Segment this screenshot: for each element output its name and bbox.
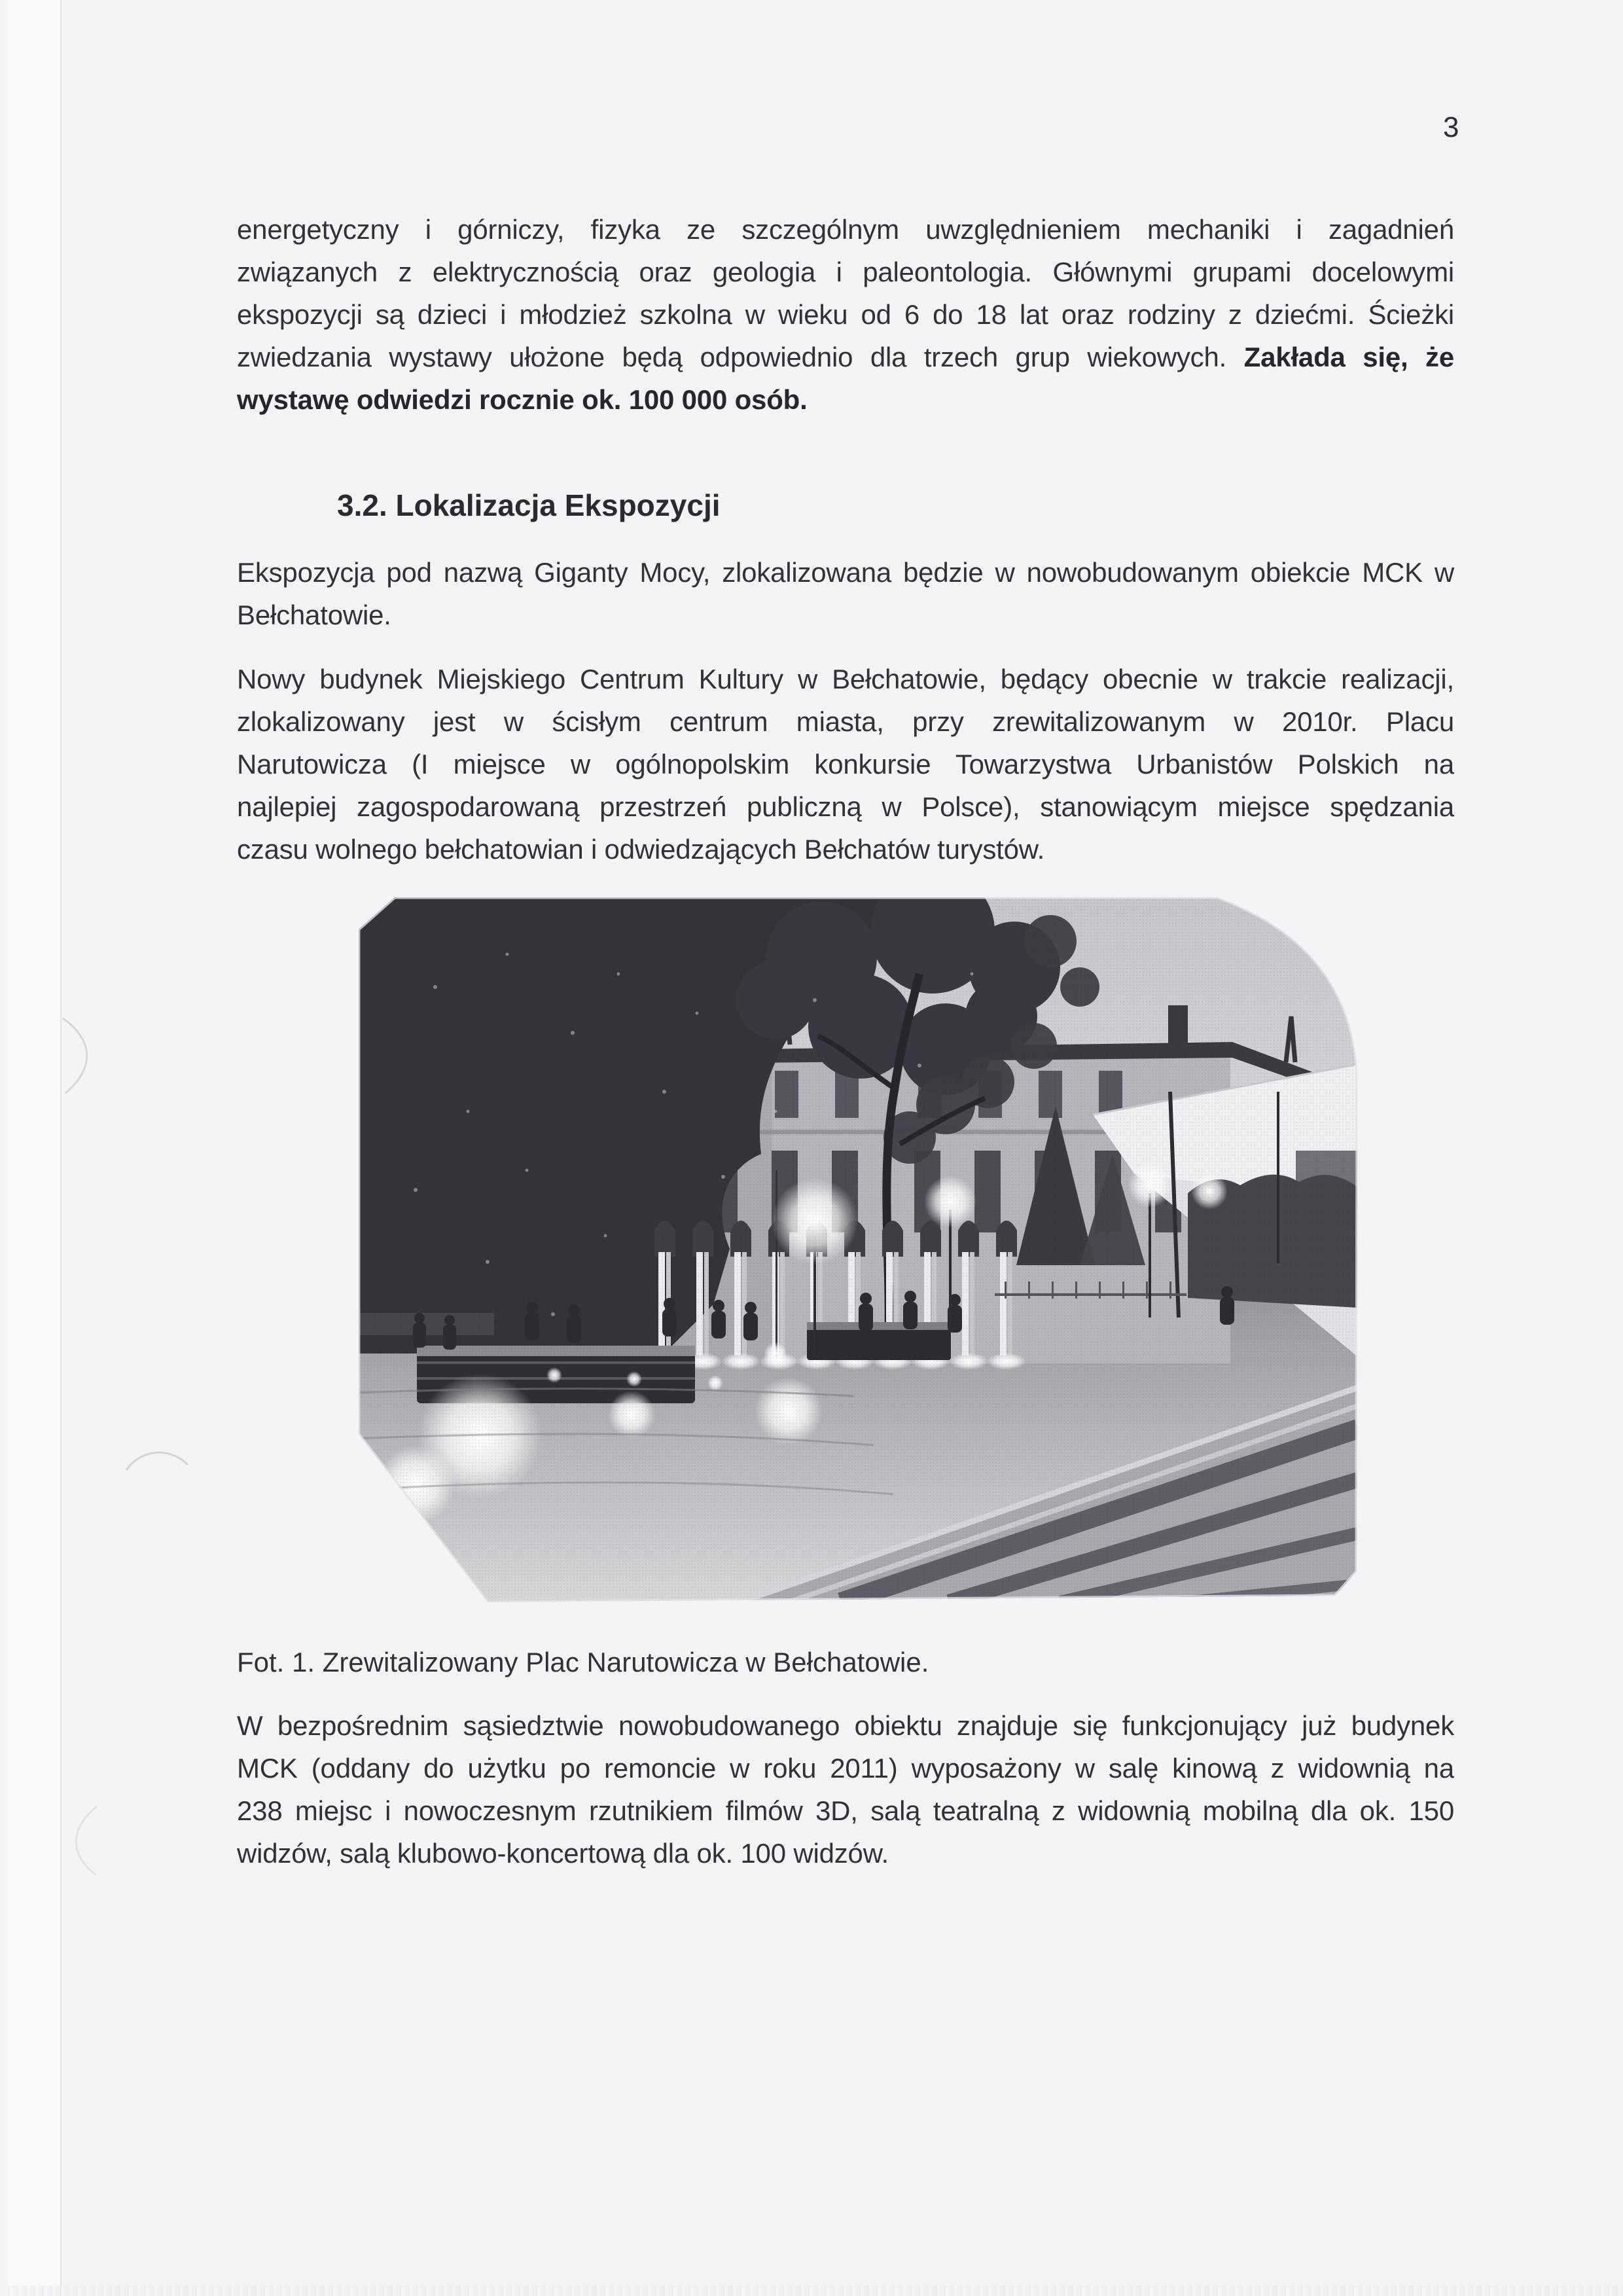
text-line: Ekspozycja pod nazwą Giganty Mocy, zlokalizowana będzie w nowobudowanym obiekcie MCK w — [237, 557, 1454, 588]
text-line: związanych z elektrycznością oraz geologia i paleontologia. Głównymi grupami docelowymi — [237, 257, 1454, 287]
text-line: energetyczny i górniczy, fizyka ze szczególnym uwzględnieniem mechaniki i zagadnień — [237, 214, 1454, 245]
page-fold-line — [60, 0, 62, 2296]
photo-halftone-overlay — [357, 895, 1358, 1602]
paragraph-target-groups — [237, 208, 1454, 421]
paragraph-mck-building — [237, 658, 1454, 870]
text-line: najlepiej zagospodarowaną przestrzeń publiczną w Polsce), stanowiącym miejsce spędzania — [237, 791, 1454, 822]
text-line: MCK (oddany do użytku po remoncie w roku 2011) wyposażony w salę kinową z widownią na — [237, 1753, 1454, 1784]
text-line: Nowy budynek Miejskiego Centrum Kultury w Bełchatowie, będący obecnie w trakcie realizacji, — [237, 664, 1454, 694]
scanner-edge-strip — [0, 0, 8, 2291]
paragraph-location-intro — [237, 551, 1454, 636]
text-line: 238 miejsc i nowoczesnym rzutnikiem filmów 3D, salą teatralną z widownią mobilną dla ok. 150 — [237, 1795, 1454, 1826]
page-number: 3 — [1443, 111, 1459, 143]
text-line: Bełchatowie. — [237, 600, 391, 630]
text-line: wystawę odwiedzi rocznie ok. 100 000 osób. — [237, 384, 808, 415]
scan-arc-mark — [121, 1440, 193, 1479]
photo-plac-narutowicza — [357, 895, 1358, 1602]
text-line: W bezpośrednim sąsiedztwie nowobudowanego obiektu znajduje się funkcjonujący już budynek — [237, 1710, 1454, 1741]
scan-noise-band — [8, 2286, 1623, 2296]
photo-caption: Fot. 1. Zrewitalizowany Plac Narutowicza w Bełchatowie. — [237, 1647, 929, 1677]
scan-arc-mark — [54, 1013, 106, 1098]
text-line: Narutowicza (I miejsce w ogólnopolskim konkursie Towarzystwa Urbanistów Polskich na — [237, 749, 1454, 780]
text-line: zwiedzania wystawy ułożone będą odpowiednio dla trzech grup wiekowych. Zakłada się, że — [237, 342, 1454, 372]
text-line: widzów, salą klubowo-koncertową dla ok. 100 widzów. — [237, 1838, 889, 1869]
text-line: zlokalizowany jest w ścisłym centrum miasta, przy zrewitalizowanym w 2010r. Placu — [237, 706, 1454, 737]
text-line: czasu wolnego bełchatowian i odwiedzających Bełchatów turystów. — [237, 834, 1045, 865]
scan-arc-mark — [58, 1801, 110, 1880]
paragraph-mck-facilities — [237, 1704, 1454, 1874]
page-margin-band — [8, 0, 60, 2296]
section-heading: 3.2. Lokalizacja Ekspozycji — [337, 488, 721, 522]
text-line: ekspozycji są dzieci i młodzież szkolna w wieku od 6 do 18 lat oraz rodziny z dziećmi. Ścieżki — [237, 299, 1454, 330]
